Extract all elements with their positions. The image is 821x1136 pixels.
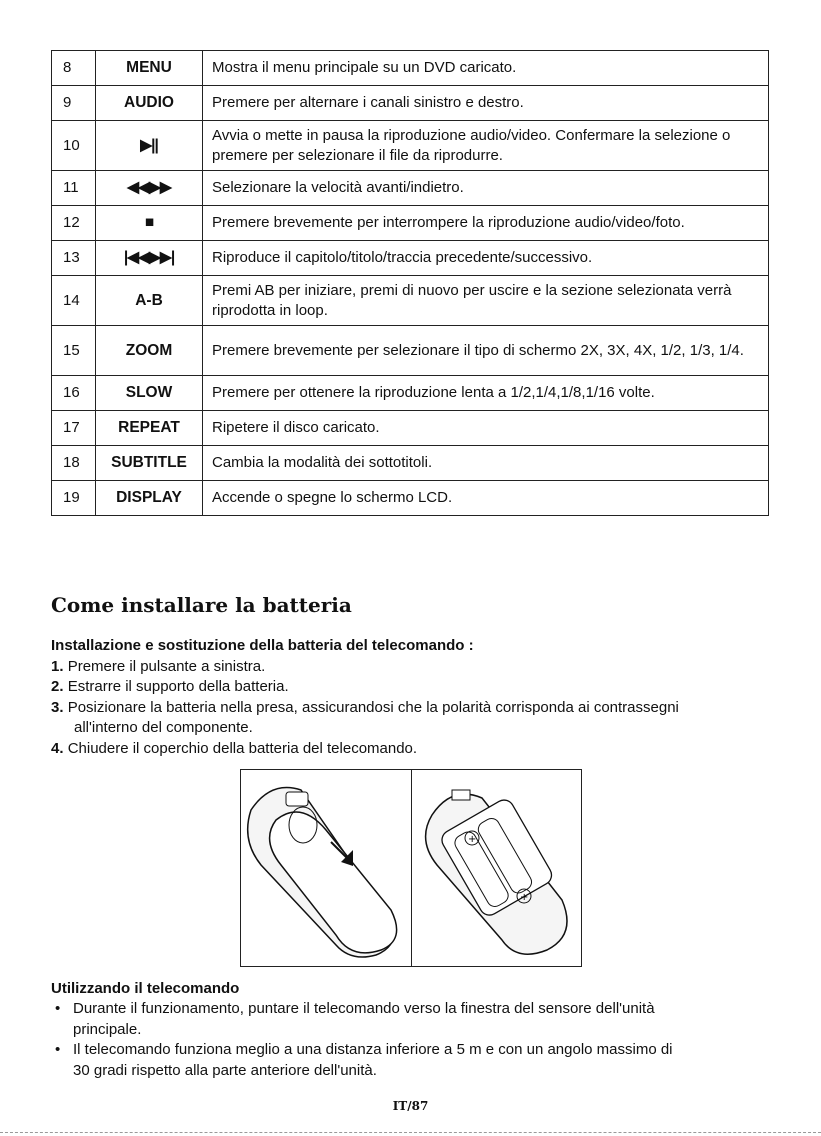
button-description: Accende o spegne lo schermo LCD.	[203, 481, 769, 516]
function-table	[51, 50, 769, 516]
usage-list	[51, 999, 771, 1081]
table-row	[52, 446, 769, 481]
button-description: Selezionare la velocità avanti/indietro.	[203, 171, 769, 206]
usage-title	[51, 979, 239, 1000]
list-item: 2. Estrarre il supporto della batteria.	[51, 678, 289, 695]
battery-illustration	[240, 769, 582, 967]
table-row	[52, 276, 769, 326]
button-name: SLOW	[96, 376, 203, 411]
button-name: ■	[96, 206, 203, 241]
button-description: Premere brevemente per interrompere la riproduzione audio/video/foto.	[203, 206, 769, 241]
battery-section-title: Come installare la batteria	[51, 593, 352, 617]
row-number: 11	[52, 171, 96, 206]
table-row	[52, 51, 769, 86]
button-description: Mostra il menu principale su un DVD caricato.	[203, 51, 769, 86]
button-name: DISPLAY	[96, 481, 203, 516]
table-row	[52, 206, 769, 241]
page-number: IT/87	[392, 1099, 429, 1113]
list-item: • Il telecomando funziona meglio a una distanza inferiore a 5 m e con un angolo massimo di 30 gradi rispetto alla parte anteriore dell'unità.	[55, 1041, 673, 1079]
table-row	[52, 86, 769, 121]
list-item: all'interno del componente.	[74, 719, 253, 736]
row-number: 17	[52, 411, 96, 446]
row-number: 19	[52, 481, 96, 516]
table-row	[52, 481, 769, 516]
row-number: 13	[52, 241, 96, 276]
table-row	[52, 171, 769, 206]
remote-battery-compartment-illustration	[412, 770, 582, 966]
row-number: 16	[52, 376, 96, 411]
row-number: 14	[52, 276, 96, 326]
table-row	[52, 411, 769, 446]
svg-text:+: +	[468, 834, 477, 845]
battery-subtitle: Installazione e sostituzione della batteria del telecomando :	[51, 637, 474, 654]
usage-heading: Utilizzando il telecomando	[51, 980, 240, 997]
row-number: 15	[52, 326, 96, 376]
button-description: Riproduce il capitolo/titolo/traccia precedente/successivo.	[203, 241, 769, 276]
list-item: • Durante il funzionamento, puntare il telecomando verso la finestra del sensore dell'unità principale.	[55, 1000, 655, 1038]
button-description: Cambia la modalità dei sottotitoli.	[203, 446, 769, 481]
button-description: Premere per alternare i canali sinistro e destro.	[203, 86, 769, 121]
button-name: MENU	[96, 51, 203, 86]
button-name: |◀◀▶▶|	[96, 241, 203, 276]
row-number: 9	[52, 86, 96, 121]
table-row	[52, 326, 769, 376]
button-name: ◀◀▶▶	[96, 171, 203, 206]
table-row	[52, 241, 769, 276]
button-name: A-B	[96, 276, 203, 326]
table-row	[52, 376, 769, 411]
button-name: ▶||	[96, 121, 203, 171]
button-description: Avvia o mette in pausa la riproduzione audio/video. Confermare la selezione o premere per selezionare il file da riprodurre.	[203, 121, 769, 171]
list-item: 3. Posizionare la batteria nella presa, assicurandosi che la polarità corrisponda ai contrassegni	[51, 698, 679, 716]
list-item: 4. Chiudere il coperchio della batteria del telecomando.	[51, 739, 418, 757]
button-description: Premere brevemente per selezionare il tipo di schermo 2X, 3X, 4X, 1/2, 1/3, 1/4.	[203, 326, 769, 376]
button-description: Ripetere il disco caricato.	[203, 411, 769, 446]
battery-instructions	[51, 636, 679, 759]
row-number: 8	[52, 51, 96, 86]
row-number: 10	[52, 121, 96, 171]
row-number: 18	[52, 446, 96, 481]
remote-cover-open-illustration	[241, 770, 411, 966]
list-item: 1. Premere il pulsante a sinistra.	[51, 657, 266, 675]
table-row	[52, 121, 769, 171]
button-name: ZOOM	[96, 326, 203, 376]
button-description: Premi AB per iniziare, premi di nuovo per uscire e la sezione selezionata verrà riprodotta in loop.	[203, 276, 769, 326]
row-number: 12	[52, 206, 96, 241]
button-name: SUBTITLE	[96, 446, 203, 481]
button-name: AUDIO	[96, 86, 203, 121]
button-description: Premere per ottenere la riproduzione lenta a 1/2,1/4,1/8,1/16 volte.	[203, 376, 769, 411]
button-name: REPEAT	[96, 411, 203, 446]
page-edge	[0, 1132, 821, 1133]
svg-text:+: +	[520, 892, 529, 903]
